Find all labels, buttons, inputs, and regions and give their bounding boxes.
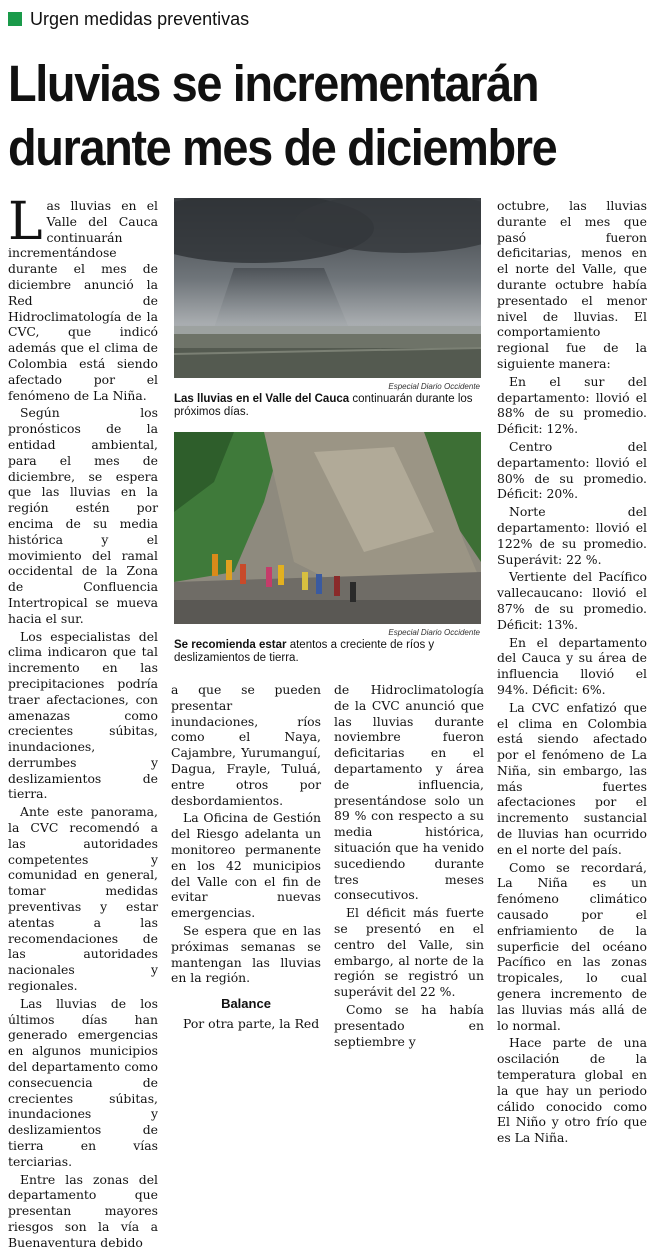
col4-paragraph-4: Norte del departamento: llovió el 122% de su promedio. Superávit: 22 %. xyxy=(497,504,647,567)
col4-paragraph-6: En el departamento del Cauca y su área de influencia llovió el 94%. Déficit: 6%. xyxy=(497,634,647,697)
col3-paragraph-3: Como se ha había presentado en septiembre y xyxy=(334,1001,484,1049)
article-column-3 xyxy=(334,682,484,1049)
col1-p1-text: as lluvias en el Valle del Cauca continuarán incrementándose durante el mes de diciembre anunció la Red de Hidroclimatología de la CVC, que indicó además que el clima de Colombia está siendo afectado por el fenómeno de La Niña. xyxy=(8,198,158,403)
col3-paragraph-1: de Hidroclimatología de la CVC anunció que las lluvias durante noviembre fueron deficitarias en el departamento y área de influencia, presentándose solo un 89 % con respecto a su media histórica, situación que ha venido sucediendo durante tres meses consecutivos. xyxy=(334,682,484,903)
col2-paragraph-4: Por otra parte, la Red xyxy=(183,1015,320,1031)
photo-storm-valley xyxy=(174,198,481,378)
drop-cap: L xyxy=(8,192,43,252)
col4-paragraph-9: Hace parte de una oscilación de la temperatura global en la que hay un periodo cálido conocido como El Niño y otro frío que es La Niña. xyxy=(497,1035,647,1146)
headline xyxy=(8,52,597,180)
kicker-text: Urgen medidas preventivas xyxy=(30,8,250,29)
article-column-1 xyxy=(8,192,158,1251)
col3-paragraph-2: El déficit más fuerte se presentó en el centro del Valle, sin embargo, al norte de la región se registró un superávit del 22 %. xyxy=(334,905,484,1000)
col4-paragraph-8: Como se recordará, La Niña es un fenómeno climático causado por el enfriamiento de la superficie del océano Pacífico en las zonas tropicales, lo cual genera incremento de las lluvias más allá de lo normal. xyxy=(497,859,647,1033)
col1-paragraph-3: Los especialistas del clima indicaron que tal incremento en las precipitaciones podría traer afectaciones, con amenazas como crecientes súbitas, inundaciones, derrumbes y deslizamientos de tierra. xyxy=(8,628,158,802)
col1-paragraph-1 xyxy=(8,192,158,403)
photo2-caption-rest: atentos a creciente de ríos y deslizamientos de tierra. xyxy=(174,639,435,664)
photo1-caption xyxy=(174,393,481,419)
col4-paragraph-7: La CVC enfatizó que el clima en Colombia está siendo afectado por el fenómeno de La Niña, sin embargo, las más fuertes afectaciones por el incremento sustancial de lluvias han ocurrido en el norte del país. xyxy=(497,699,647,857)
subhead-balance: Balance xyxy=(221,996,271,1012)
col1-paragraph-4: Ante este panorama, la CVC recomendó a las autoridades competentes y comunidad en general, tomar medidas preventivas y estar atentas a las recomendaciones de las autoridades nacionales y regionales. xyxy=(8,804,158,994)
col1-paragraph-5: Las lluvias de los últimos días han generado emergencias en algunos municipios del departamento como consecuencia de crecientes súbitas, inundaciones y deslizamientos de tierra en vías terciarias. xyxy=(8,995,158,1169)
storm-valley-image xyxy=(174,198,481,378)
col4-paragraph-3: Centro del departamento: llovió el 80% de su promedio. Déficit: 20%. xyxy=(497,438,647,502)
col1-paragraph-2: Según los pronósticos de la entidad ambiental, para el mes de diciembre, se espera que las lluvias en la región estén por encima de su media histórica y el movimiento del ramal occidental de la Zona de Confluencia Intertropical se mueva hacia el sur. xyxy=(8,405,158,626)
col2-paragraph-3: Se espera que en las próximas semanas se mantengan las lluvias en la región. xyxy=(171,922,321,986)
section-kicker xyxy=(8,8,249,30)
photo1-caption-bold: Las lluvias en el Valle del Cauca xyxy=(174,393,350,405)
col2-paragraph-1: a que se pueden presentar inundaciones, ríos como el Naya, Cajambre, Yurumanguí, Dagua, Frayle, Tuluá, entre otros por desbordamientos. xyxy=(171,682,321,808)
headline-line-1: Lluvias se incrementarán xyxy=(8,55,539,112)
photo2-credit: Especial Diario Occidente xyxy=(388,628,480,637)
col4-paragraph-2: En el sur del departamento: llovió el 88% de su promedio. Déficit: 12%. xyxy=(497,373,647,437)
article-column-4 xyxy=(497,198,647,1146)
photo1-credit: Especial Diario Occidente xyxy=(388,382,480,391)
col2-paragraph-2: La Oficina de Gestión del Riesgo adelanta un monitoreo permanente en los 42 municipios del Valle con el fin de evitar nuevas emergencias. xyxy=(171,810,321,921)
photo1-caption-rest: continuarán durante los próximos días. xyxy=(174,393,473,418)
col4-paragraph-1: octubre, las lluvias durante el mes que pasó fueron deficitarias, menos en el norte del Valle, que durante octubre había presentado el menor nivel de lluvias. El comportamiento regional fue de la siguiente manera: xyxy=(497,198,647,371)
landslide-image xyxy=(174,432,481,624)
headline-line-2: durante mes de diciembre xyxy=(8,119,557,176)
kicker-square-icon xyxy=(8,12,22,26)
col1-paragraph-6: Entre las zonas del departamento que presentan mayores riesgos son la vía a Buenaventura debido xyxy=(8,1171,158,1250)
col4-paragraph-5: Vertiente del Pacífico vallecaucano: llovió el 87% de su promedio. Déficit: 13%. xyxy=(497,569,647,632)
article-column-2 xyxy=(171,682,321,1032)
photo2-caption xyxy=(174,639,481,665)
photo-landslide xyxy=(174,432,481,624)
photo2-caption-bold: Se recomienda estar xyxy=(174,639,287,651)
